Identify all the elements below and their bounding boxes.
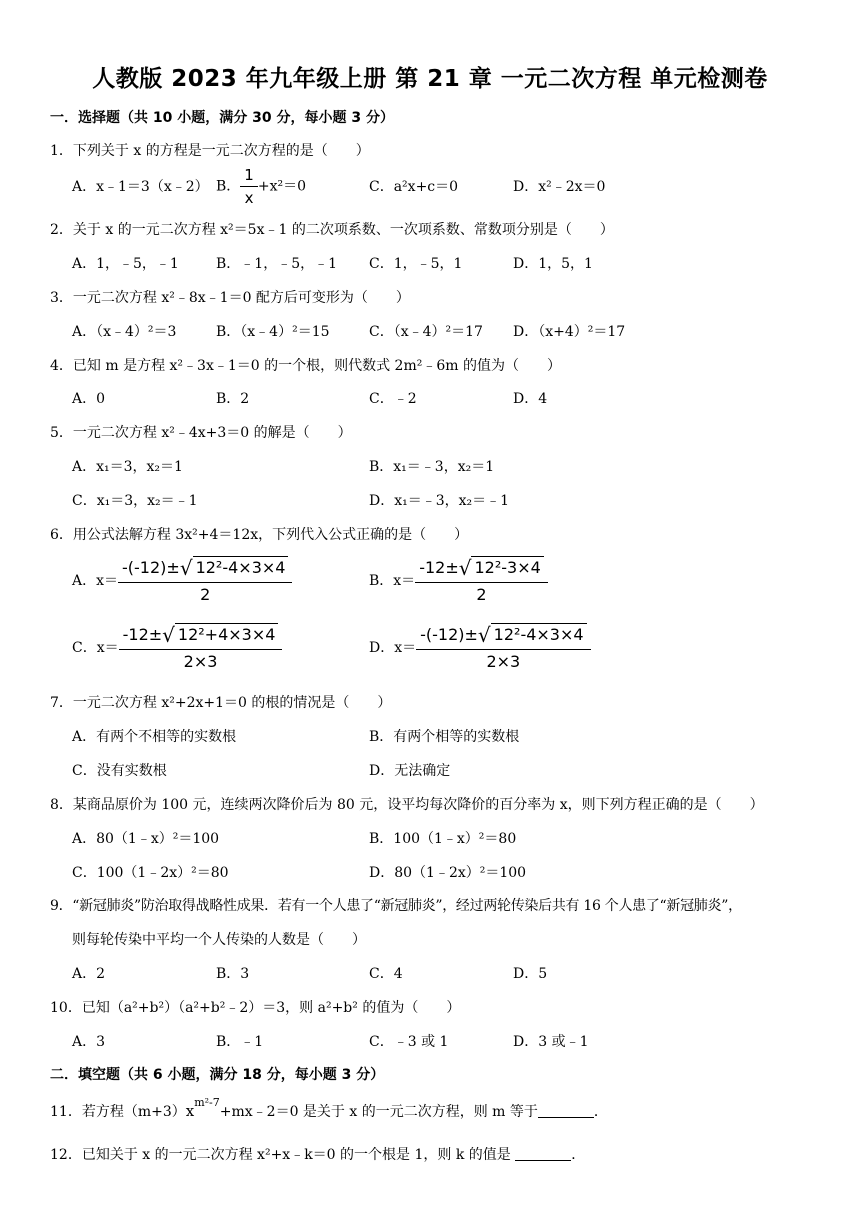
- fraction-denominator: 2×3: [183, 652, 218, 671]
- q8-option-a: A．80（1﹣x）²＝100: [72, 831, 220, 847]
- fraction-numerator: [415, 556, 548, 583]
- q6-option-a-fraction: [118, 556, 292, 604]
- q10-option-d: D．3 或﹣1: [513, 1034, 589, 1050]
- q7-option-d: D．无法确定: [369, 763, 451, 779]
- q6-option-b: [369, 556, 548, 604]
- q3-option-a: A．（x﹣4）²＝3: [72, 324, 177, 340]
- q11-variable: x: [185, 1102, 195, 1120]
- fraction-numerator: [416, 623, 590, 650]
- fraction-denominator: 2: [200, 585, 211, 604]
- fraction-numerator: [118, 556, 292, 583]
- question-5-stem: 5．一元二次方程 x²﹣4x+3＝0 的解是（ ）: [50, 425, 352, 441]
- q8-option-b: B．100（1﹣x）²＝80: [369, 831, 517, 847]
- q6-option-a-prefix: A．x＝: [72, 573, 119, 589]
- q4-option-d: D．4: [513, 391, 548, 407]
- q6-option-c: [72, 623, 282, 671]
- q10-option-b: B．﹣1: [216, 1034, 264, 1050]
- q1-option-b-prefix: B．: [216, 178, 241, 195]
- radicand: 12²+4×3×4: [175, 623, 279, 644]
- q1-option-b-fraction: [240, 166, 258, 207]
- fraction-denominator: 2×3: [486, 652, 521, 671]
- q9-option-d: D．5: [513, 966, 548, 982]
- q11-suffix: +mx﹣2＝0 是关于 x 的一元二次方程，则 m 等于: [219, 1104, 538, 1120]
- fraction-denominator: x: [244, 189, 254, 207]
- q6-option-a: [72, 556, 292, 604]
- q11-prefix: 11．若方程（m+3）: [50, 1104, 186, 1120]
- q6-option-d-fraction: [416, 623, 590, 671]
- q10-option-a: A．3: [72, 1034, 106, 1050]
- fraction-numerator: 1: [240, 166, 258, 187]
- q2-option-b: B．﹣1，﹣5，﹣1: [216, 256, 338, 272]
- page-title: 人教版 2023 年九年级上册 第 21 章 一元二次方程 单元检测卷: [92, 66, 768, 92]
- q6-option-b-prefix: B．x＝: [369, 573, 416, 589]
- q8-option-c: C．100（1﹣2x）²＝80: [72, 865, 229, 881]
- fraction-numerator: [119, 623, 283, 650]
- q12-answer-blank[interactable]: [515, 1146, 571, 1161]
- sqrt-sign: √: [162, 623, 175, 647]
- q9-option-c: C．4: [369, 966, 403, 982]
- q6-option-b-fraction: [415, 556, 548, 604]
- q10-option-c: C．﹣3 或 1: [369, 1034, 449, 1050]
- q2-option-d: D．1，5，1: [513, 256, 593, 272]
- q7-option-c: C．没有实数根: [72, 763, 167, 779]
- question-4-stem: 4．已知 m 是方程 x²﹣3x﹣1＝0 的一个根，则代数式 2m²﹣6m 的值为（ ）: [50, 358, 561, 374]
- numerator-lead: -12±: [419, 558, 459, 577]
- q8-option-d: D．80（1﹣2x）²＝100: [369, 865, 527, 881]
- q3-option-b: B．（x﹣4）²＝15: [216, 324, 330, 340]
- sqrt-sign: √: [179, 556, 193, 580]
- q5-option-b: B．x₁＝﹣3，x₂＝1: [369, 459, 495, 475]
- q12-end: ．: [571, 1147, 586, 1163]
- q11-exponent: m²-7: [194, 1096, 220, 1109]
- sqrt-sign: √: [458, 556, 472, 580]
- fraction-denominator: 2: [476, 585, 487, 604]
- question-11: [50, 1096, 820, 1121]
- q12-prefix: 12．已知关于 x 的一元二次方程 x²+x﹣k＝0 的一个根是 1，则 k 的值是: [50, 1147, 516, 1163]
- question-6-stem: 6．用公式法解方程 3x²+4＝12x，下列代入公式正确的是（ ）: [50, 527, 469, 543]
- radicand: 12²-4×3×4: [193, 556, 289, 577]
- q4-option-c: C．﹣2: [369, 391, 417, 407]
- numerator-lead: -(-12)±: [122, 558, 180, 577]
- question-2-stem: 2．关于 x 的一元二次方程 x²＝5x﹣1 的二次项系数、一次项系数、常数项分别是（ ）: [50, 222, 614, 238]
- q1-option-b: [216, 166, 306, 207]
- question-10-stem: 10．已知（a²+b²）（a²+b²﹣2）＝3，则 a²+b² 的值为（ ）: [50, 1000, 461, 1016]
- q11-answer-blank[interactable]: [538, 1103, 594, 1118]
- question-3-stem: 3．一元二次方程 x²﹣8x﹣1＝0 配方后可变形为（ ）: [50, 290, 410, 306]
- q1-option-d: D．x²﹣2x＝0: [513, 179, 606, 195]
- q2-option-a: A．1，﹣5，﹣1: [72, 256, 179, 272]
- question-7-stem: 7．一元二次方程 x²+2x+1＝0 的根的情况是（ ）: [50, 695, 392, 711]
- sqrt-sign: √: [477, 623, 491, 647]
- question-12: [50, 1144, 820, 1164]
- numerator-lead: -12±: [122, 625, 163, 644]
- q6-option-c-prefix: C．x＝: [72, 640, 119, 656]
- q2-option-c: C．1，﹣5，1: [369, 256, 463, 272]
- radicand: 12²-3×4: [471, 556, 543, 577]
- question-9-stem-line-2: 则每轮传染中平均一个人传染的人数是（ ）: [72, 932, 366, 948]
- q9-option-b: B．3: [216, 966, 250, 982]
- q6-option-d: [369, 623, 591, 671]
- q5-option-a: A．x₁＝3，x₂＝1: [72, 459, 183, 475]
- question-8-stem: 8．某商品原价为 100 元，连续两次降价后为 80 元，设平均每次降价的百分率为 x，则下列方程正确的是（ ）: [50, 797, 764, 813]
- q1-option-b-suffix: +x²＝0: [257, 178, 306, 195]
- q11-end: ．: [593, 1104, 608, 1120]
- q3-option-c: C．（x﹣4）²＝17: [369, 324, 483, 340]
- q6-option-d-prefix: D．x＝: [369, 640, 417, 656]
- q3-option-d: D．（x+4）²＝17: [513, 324, 626, 340]
- question-1-stem: 1．下列关于 x 的方程是一元二次方程的是（ ）: [50, 143, 370, 159]
- q4-option-b: B．2: [216, 391, 250, 407]
- radicand: 12²-4×3×4: [491, 623, 587, 644]
- q5-option-c: C．x₁＝3，x₂＝﹣1: [72, 493, 198, 509]
- q1-option-c: C．a²x+c＝0: [369, 179, 459, 195]
- numerator-lead: -(-12)±: [420, 625, 478, 644]
- question-9-stem-line-1: 9．“新冠肺炎”防治取得战略性成果．若有一个人患了“新冠肺炎”，经过两轮传染后共有 16 个人患了“新冠肺炎”，: [50, 898, 742, 914]
- q9-option-a: A．2: [72, 966, 106, 982]
- q7-option-a: A．有两个不相等的实数根: [72, 729, 237, 745]
- section-heading-fill-in: 二．填空题（共 6 小题，满分 18 分，每小题 3 分）: [50, 1067, 385, 1083]
- q6-option-c-fraction: [119, 623, 283, 671]
- q5-option-d: D．x₁＝﹣3，x₂＝﹣1: [369, 493, 510, 509]
- q4-option-a: A．0: [72, 391, 106, 407]
- q7-option-b: B．有两个相等的实数根: [369, 729, 520, 745]
- q1-option-a: A．x﹣1＝3（x﹣2）: [72, 179, 209, 195]
- section-heading-choice: 一．选择题（共 10 小题，满分 30 分，每小题 3 分）: [50, 110, 394, 126]
